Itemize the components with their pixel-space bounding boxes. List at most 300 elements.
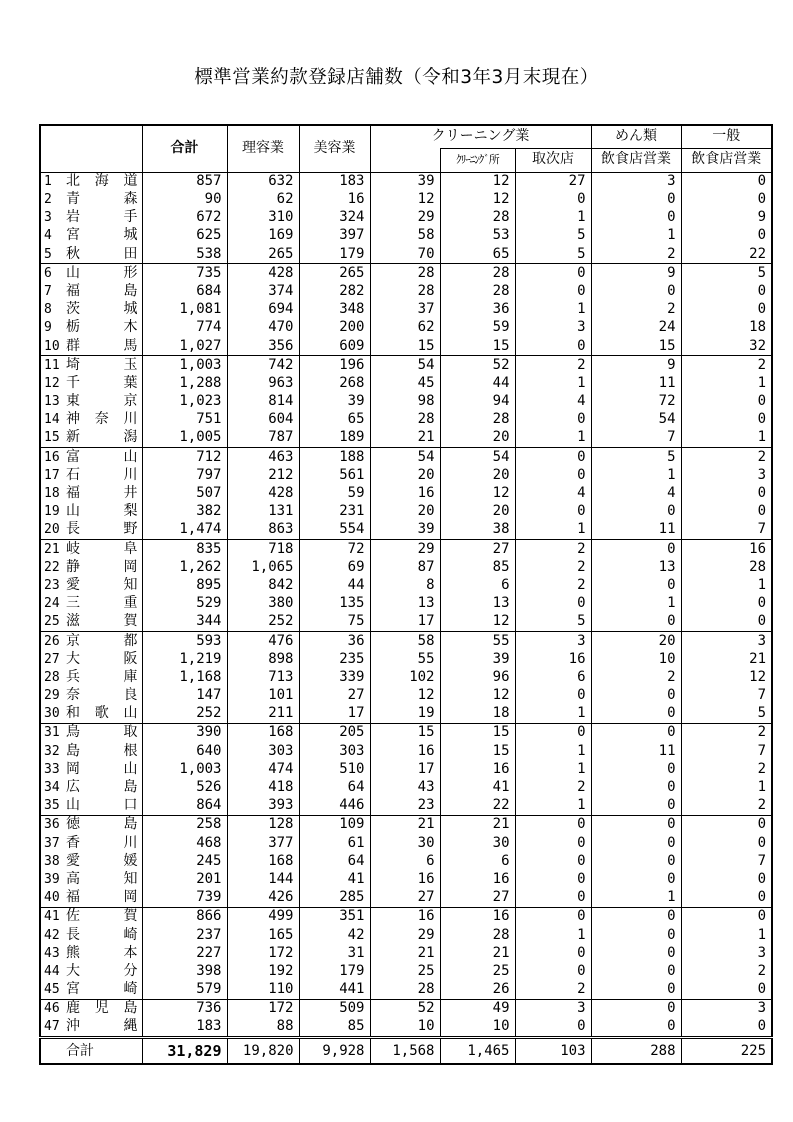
table-row <box>40 761 772 779</box>
cell-noodle: 5 <box>591 448 681 467</box>
cell-general: 21 <box>681 650 772 668</box>
cell-total: 864 <box>142 797 227 816</box>
row-number: 5 <box>40 245 64 264</box>
cell-beauty: 446 <box>299 797 370 816</box>
cell-beauty: 554 <box>299 521 370 540</box>
cell-cl-sub: 21 <box>440 816 515 835</box>
prefecture-name <box>64 779 142 797</box>
cell-cl-agent: 2 <box>515 779 591 797</box>
cell-barber: 169 <box>227 227 299 245</box>
cell-noodle: 0 <box>591 540 681 559</box>
row-number: 8 <box>40 301 64 319</box>
cell-noodle: 9 <box>591 356 681 375</box>
cell-beauty: 285 <box>299 889 370 908</box>
pref-char: 石 <box>66 466 80 483</box>
cell-total: 382 <box>142 503 227 521</box>
cell-cl-agent: 0 <box>515 191 591 209</box>
cell-noodle: 54 <box>591 411 681 429</box>
cell-cl-sub: 27 <box>440 540 515 559</box>
pref-char: 栃 <box>66 319 80 336</box>
cell-cl-sub: 53 <box>440 227 515 245</box>
table-row <box>40 724 772 743</box>
cell-beauty: 75 <box>299 613 370 632</box>
cell-cl-sub: 18 <box>440 705 515 724</box>
header-cleaning: クリーニング業 <box>370 125 591 148</box>
pref-char: 崎 <box>123 981 138 998</box>
cell-barber: 814 <box>227 393 299 411</box>
cell-cl-shop: 39 <box>370 172 440 191</box>
cell-barber: 165 <box>227 926 299 944</box>
cell-cl-sub: 15 <box>440 337 515 356</box>
cell-barber: 1,065 <box>227 558 299 576</box>
prefecture-name <box>64 375 142 393</box>
cell-noodle: 2 <box>591 669 681 687</box>
table-row <box>40 613 772 632</box>
cell-cl-shop: 23 <box>370 797 440 816</box>
totals-cl-shop: 1,568 <box>370 1038 440 1065</box>
cell-cl-agent: 0 <box>515 724 591 743</box>
cell-total: 866 <box>142 908 227 927</box>
cell-cl-agent: 2 <box>515 540 591 559</box>
store-count-table <box>39 124 773 1065</box>
cell-barber: 211 <box>227 705 299 724</box>
cell-noodle: 0 <box>591 705 681 724</box>
table-row <box>40 650 772 668</box>
cell-total: 507 <box>142 485 227 503</box>
cell-barber: 168 <box>227 724 299 743</box>
pref-char: 愛 <box>66 576 80 593</box>
table-row <box>40 283 772 301</box>
cell-cl-shop: 28 <box>370 283 440 301</box>
cell-general: 3 <box>681 999 772 1018</box>
cell-beauty: 44 <box>299 577 370 595</box>
cell-total: 751 <box>142 411 227 429</box>
cell-cl-agent: 3 <box>515 319 591 337</box>
totals-total: 31,829 <box>142 1038 227 1065</box>
table-row <box>40 926 772 944</box>
row-number: 29 <box>40 687 64 705</box>
cell-general: 0 <box>681 227 772 245</box>
cell-beauty: 205 <box>299 724 370 743</box>
table-row <box>40 467 772 485</box>
cell-cl-shop: 70 <box>370 245 440 264</box>
table-row <box>40 963 772 981</box>
pref-char: 山 <box>66 797 80 814</box>
cell-cl-shop: 102 <box>370 669 440 687</box>
prefecture-name <box>64 742 142 760</box>
cell-general: 0 <box>681 981 772 1000</box>
pref-char: 田 <box>123 245 138 262</box>
cell-general: 1 <box>681 429 772 448</box>
cell-beauty: 303 <box>299 742 370 760</box>
cell-cl-shop: 54 <box>370 356 440 375</box>
prefecture-name <box>64 963 142 981</box>
prefecture-name <box>64 797 142 816</box>
prefecture-name <box>64 485 142 503</box>
cell-barber: 474 <box>227 761 299 779</box>
cell-noodle: 0 <box>591 687 681 705</box>
row-number: 9 <box>40 319 64 337</box>
header-general-top: 一般 <box>681 125 772 148</box>
cell-beauty: 59 <box>299 485 370 503</box>
pref-char: 潟 <box>123 429 138 446</box>
cell-beauty: 561 <box>299 467 370 485</box>
cell-barber: 310 <box>227 209 299 227</box>
table-row <box>40 669 772 687</box>
cell-barber: 101 <box>227 687 299 705</box>
row-number: 3 <box>40 209 64 227</box>
cell-barber: 787 <box>227 429 299 448</box>
pref-char: 千 <box>66 374 80 391</box>
cell-general: 2 <box>681 724 772 743</box>
cell-barber: 131 <box>227 503 299 521</box>
pref-char: 阜 <box>123 540 138 557</box>
cell-cl-agent: 1 <box>515 742 591 760</box>
pref-char: 岡 <box>66 760 80 777</box>
table-row <box>40 908 772 927</box>
cell-cl-sub: 6 <box>440 852 515 870</box>
cell-total: 252 <box>142 705 227 724</box>
pref-char: 馬 <box>123 337 138 354</box>
cell-barber: 694 <box>227 301 299 319</box>
cell-barber: 128 <box>227 816 299 835</box>
cell-general: 1 <box>681 577 772 595</box>
cell-cl-agent: 1 <box>515 429 591 448</box>
cell-general: 0 <box>681 172 772 191</box>
table-row <box>40 797 772 816</box>
cell-general: 5 <box>681 705 772 724</box>
row-number: 18 <box>40 485 64 503</box>
cell-general: 18 <box>681 319 772 337</box>
cell-beauty: 235 <box>299 650 370 668</box>
pref-char: 崎 <box>123 926 138 943</box>
cell-cl-sub: 28 <box>440 264 515 283</box>
pref-char: 島 <box>123 816 138 833</box>
row-number: 16 <box>40 448 64 467</box>
cell-general: 7 <box>681 687 772 705</box>
cell-general: 0 <box>681 613 772 632</box>
header-cleaning-shop: ｸﾘｰﾆﾝｸﾞ所 <box>440 148 515 172</box>
cell-total: 1,005 <box>142 429 227 448</box>
table-row <box>40 999 772 1018</box>
cell-cl-sub: 94 <box>440 393 515 411</box>
table-row <box>40 705 772 724</box>
cell-total: 895 <box>142 577 227 595</box>
cell-cl-sub: 21 <box>440 944 515 962</box>
prefecture-name <box>64 724 142 743</box>
cell-noodle: 0 <box>591 871 681 889</box>
pref-char: 神 <box>66 411 80 428</box>
cell-cl-sub: 16 <box>440 908 515 927</box>
table-row <box>40 411 772 429</box>
pref-char: 賀 <box>123 613 138 630</box>
cell-noodle: 1 <box>591 227 681 245</box>
cell-cl-agent: 0 <box>515 816 591 835</box>
pref-char: 川 <box>123 834 138 851</box>
cell-noodle: 13 <box>591 558 681 576</box>
cell-total: 712 <box>142 448 227 467</box>
prefecture-name <box>64 503 142 521</box>
cell-general: 0 <box>681 503 772 521</box>
prefecture-name <box>64 319 142 337</box>
cell-beauty: 109 <box>299 816 370 835</box>
cell-barber: 470 <box>227 319 299 337</box>
pref-char: 分 <box>123 962 138 979</box>
cell-cl-agent: 1 <box>515 521 591 540</box>
cell-cl-shop: 62 <box>370 319 440 337</box>
cell-cl-agent: 0 <box>515 871 591 889</box>
cell-barber: 842 <box>227 577 299 595</box>
cell-noodle: 0 <box>591 209 681 227</box>
cell-total: 735 <box>142 264 227 283</box>
cell-cl-shop: 87 <box>370 558 440 576</box>
cell-barber: 718 <box>227 540 299 559</box>
cell-total: 835 <box>142 540 227 559</box>
cell-cl-shop: 29 <box>370 209 440 227</box>
cell-total: 1,168 <box>142 669 227 687</box>
cell-cl-sub: 55 <box>440 632 515 651</box>
header-barber: 理容業 <box>227 125 299 172</box>
prefecture-name <box>64 411 142 429</box>
header-noodle-bottom: 飲食店営業 <box>591 148 681 172</box>
cell-cl-agent: 5 <box>515 613 591 632</box>
pref-char: 高 <box>66 870 80 887</box>
cell-noodle: 0 <box>591 724 681 743</box>
pref-char: 山 <box>123 448 138 465</box>
pref-char: 広 <box>66 779 80 796</box>
prefecture-name <box>64 816 142 835</box>
pref-char: 重 <box>123 595 138 612</box>
prefecture-name <box>64 908 142 927</box>
cell-barber: 898 <box>227 650 299 668</box>
pref-char: 葉 <box>123 374 138 391</box>
cell-cl-agent: 1 <box>515 375 591 393</box>
prefecture-name <box>64 521 142 540</box>
pref-char: 大 <box>66 650 80 667</box>
cell-cl-shop: 29 <box>370 926 440 944</box>
cell-beauty: 268 <box>299 375 370 393</box>
cell-beauty: 64 <box>299 779 370 797</box>
cell-cl-sub: 22 <box>440 797 515 816</box>
table-row <box>40 889 772 908</box>
cell-barber: 428 <box>227 485 299 503</box>
cell-total: 237 <box>142 926 227 944</box>
table-row <box>40 816 772 835</box>
cell-cl-agent: 1 <box>515 301 591 319</box>
pref-char: 茨 <box>66 301 80 318</box>
prefecture-name <box>64 852 142 870</box>
table-row <box>40 687 772 705</box>
cell-cl-sub: 96 <box>440 669 515 687</box>
cell-cl-shop: 28 <box>370 264 440 283</box>
cell-noodle: 0 <box>591 503 681 521</box>
pref-char: 知 <box>123 576 138 593</box>
cell-cl-agent: 0 <box>515 411 591 429</box>
cell-barber: 192 <box>227 963 299 981</box>
cell-cl-sub: 30 <box>440 834 515 852</box>
cell-barber: 172 <box>227 944 299 962</box>
table-row <box>40 245 772 264</box>
cell-cl-shop: 6 <box>370 852 440 870</box>
cell-cl-shop: 10 <box>370 1018 440 1038</box>
row-number: 44 <box>40 963 64 981</box>
cell-general: 1 <box>681 375 772 393</box>
row-number: 7 <box>40 283 64 301</box>
cell-total: 1,262 <box>142 558 227 576</box>
cell-cl-sub: 20 <box>440 503 515 521</box>
row-number: 46 <box>40 999 64 1018</box>
cell-cl-shop: 15 <box>370 724 440 743</box>
cell-cl-agent: 0 <box>515 852 591 870</box>
cell-beauty: 509 <box>299 999 370 1018</box>
pref-char: 島 <box>123 282 138 299</box>
cell-noodle: 0 <box>591 852 681 870</box>
cell-total: 797 <box>142 467 227 485</box>
table-row <box>40 521 772 540</box>
cell-cl-sub: 12 <box>440 485 515 503</box>
cell-cl-agent: 2 <box>515 558 591 576</box>
cell-barber: 742 <box>227 356 299 375</box>
cell-general: 0 <box>681 485 772 503</box>
prefecture-name <box>64 264 142 283</box>
prefecture-name <box>64 337 142 356</box>
prefecture-name <box>64 356 142 375</box>
table-row <box>40 429 772 448</box>
cell-cl-sub: 49 <box>440 999 515 1018</box>
cell-noodle: 7 <box>591 429 681 448</box>
cell-cl-shop: 45 <box>370 375 440 393</box>
cell-total: 398 <box>142 963 227 981</box>
cell-general: 7 <box>681 852 772 870</box>
cell-beauty: 16 <box>299 191 370 209</box>
cell-noodle: 10 <box>591 650 681 668</box>
totals-label <box>64 1038 142 1065</box>
cell-noodle: 0 <box>591 999 681 1018</box>
row-number: 10 <box>40 337 64 356</box>
cell-cl-shop: 37 <box>370 301 440 319</box>
cell-cl-shop: 21 <box>370 429 440 448</box>
cell-beauty: 351 <box>299 908 370 927</box>
cell-cl-shop: 28 <box>370 981 440 1000</box>
cell-general: 0 <box>681 595 772 613</box>
cell-total: 1,027 <box>142 337 227 356</box>
cell-total: 1,081 <box>142 301 227 319</box>
prefecture-name <box>64 301 142 319</box>
cell-noodle: 72 <box>591 393 681 411</box>
cell-cl-sub: 16 <box>440 761 515 779</box>
cell-total: 1,003 <box>142 761 227 779</box>
row-number: 37 <box>40 834 64 852</box>
pref-char: 沖 <box>66 1018 80 1035</box>
pref-char: 富 <box>66 448 80 465</box>
cell-barber: 172 <box>227 999 299 1018</box>
prefecture-name <box>64 687 142 705</box>
table-row <box>40 577 772 595</box>
header-cleaning-blank <box>370 148 440 172</box>
prefecture-name <box>64 227 142 245</box>
cell-noodle: 2 <box>591 301 681 319</box>
cell-cl-shop: 16 <box>370 908 440 927</box>
cell-total: 1,003 <box>142 356 227 375</box>
pref-char: 奈 <box>94 411 109 428</box>
cell-total: 390 <box>142 724 227 743</box>
cell-cl-agent: 27 <box>515 172 591 191</box>
cell-barber: 212 <box>227 467 299 485</box>
pref-char: 滋 <box>66 613 80 630</box>
totals-cl-sub: 1,465 <box>440 1038 515 1065</box>
table-row <box>40 632 772 651</box>
cell-general: 12 <box>681 669 772 687</box>
cell-cl-shop: 15 <box>370 337 440 356</box>
cell-cl-shop: 55 <box>370 650 440 668</box>
pref-char: 宮 <box>66 981 80 998</box>
row-number: 25 <box>40 613 64 632</box>
cell-beauty: 64 <box>299 852 370 870</box>
pref-char: 賀 <box>123 908 138 925</box>
table-header <box>40 125 772 172</box>
cell-general: 0 <box>681 871 772 889</box>
cell-cl-sub: 20 <box>440 467 515 485</box>
pref-char: 島 <box>123 779 138 796</box>
pref-char: 井 <box>123 485 138 502</box>
cell-total: 227 <box>142 944 227 962</box>
cell-general: 0 <box>681 889 772 908</box>
cell-cl-agent: 0 <box>515 448 591 467</box>
pref-char: 岡 <box>123 889 138 906</box>
row-number: 13 <box>40 393 64 411</box>
pref-char: 森 <box>123 191 138 208</box>
cell-cl-agent: 0 <box>515 264 591 283</box>
table-row <box>40 871 772 889</box>
cell-total: 739 <box>142 889 227 908</box>
cell-beauty: 135 <box>299 595 370 613</box>
cell-cl-sub: 25 <box>440 963 515 981</box>
cell-cl-agent: 5 <box>515 245 591 264</box>
row-number: 19 <box>40 503 64 521</box>
cell-general: 16 <box>681 540 772 559</box>
row-number: 39 <box>40 871 64 889</box>
cell-cl-shop: 52 <box>370 999 440 1018</box>
cell-total: 625 <box>142 227 227 245</box>
table-body <box>40 172 772 1038</box>
pref-char: 歌 <box>94 705 109 722</box>
cell-noodle: 0 <box>591 926 681 944</box>
row-number: 21 <box>40 540 64 559</box>
pref-char: 佐 <box>66 908 80 925</box>
cell-noodle: 1 <box>591 467 681 485</box>
cell-cl-agent: 1 <box>515 209 591 227</box>
cell-cl-sub: 12 <box>440 613 515 632</box>
cell-cl-sub: 12 <box>440 191 515 209</box>
prefecture-name <box>64 705 142 724</box>
cell-barber: 418 <box>227 779 299 797</box>
cell-general: 32 <box>681 337 772 356</box>
cell-general: 0 <box>681 191 772 209</box>
cell-beauty: 179 <box>299 963 370 981</box>
cell-beauty: 397 <box>299 227 370 245</box>
cell-cl-shop: 13 <box>370 595 440 613</box>
table-row <box>40 264 772 283</box>
pref-char: 媛 <box>123 852 138 869</box>
cell-barber: 604 <box>227 411 299 429</box>
pref-char: 大 <box>66 962 80 979</box>
cell-cl-shop: 16 <box>370 485 440 503</box>
cell-cl-sub: 12 <box>440 172 515 191</box>
prefecture-name <box>64 1018 142 1038</box>
cell-total: 538 <box>142 245 227 264</box>
cell-cl-shop: 54 <box>370 448 440 467</box>
cell-cl-agent: 1 <box>515 705 591 724</box>
